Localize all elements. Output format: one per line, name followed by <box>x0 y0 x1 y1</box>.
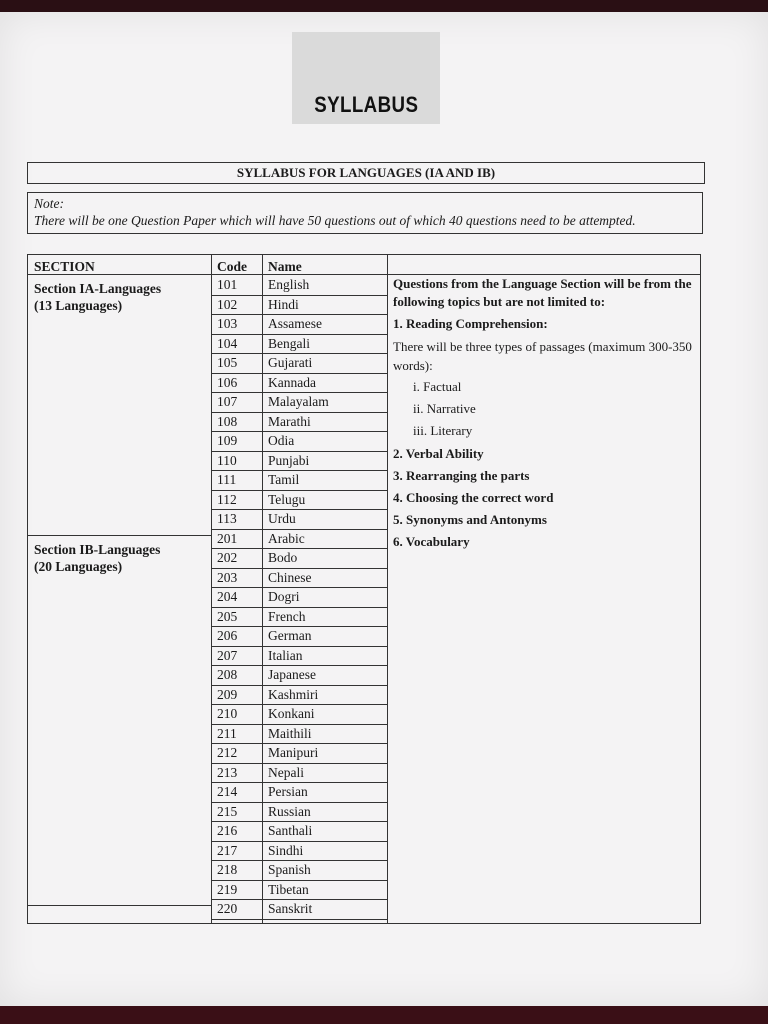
language-code: 207 <box>217 647 238 663</box>
language-code: 113 <box>217 511 237 526</box>
language-code: 108 <box>217 413 238 429</box>
section-ib-label <box>34 541 160 575</box>
syllabus-title <box>27 162 705 184</box>
language-code: 204 <box>217 589 238 604</box>
language-name: Spanish <box>268 862 311 877</box>
language-code: 212 <box>217 745 238 760</box>
section-ia-count: (13 Languages) <box>34 298 123 313</box>
table-row <box>211 686 387 706</box>
topic-reading-comprehension: 1. Reading Comprehension: <box>393 316 548 331</box>
table-row <box>211 354 387 374</box>
table-row <box>211 647 387 667</box>
language-name: Arabic <box>268 530 305 546</box>
language-code: 206 <box>217 628 238 643</box>
table-row <box>211 335 387 355</box>
language-name: Chinese <box>268 569 312 585</box>
language-code: 104 <box>217 335 238 351</box>
table-row <box>211 491 387 511</box>
table-row <box>211 432 387 452</box>
table-row <box>211 881 387 901</box>
table-row <box>211 413 387 433</box>
language-name: Tibetan <box>268 881 309 897</box>
language-name: French <box>268 608 306 624</box>
column-divider <box>387 255 388 923</box>
language-name: Urdu <box>268 511 296 526</box>
language-name: Kannada <box>268 374 316 390</box>
language-name: Tamil <box>268 472 300 487</box>
language-code: 110 <box>217 452 237 468</box>
language-name: Bengali <box>268 335 310 351</box>
language-code: 219 <box>217 881 238 897</box>
table-row <box>211 549 387 569</box>
table-row <box>211 452 387 472</box>
topics-panel <box>393 275 699 551</box>
language-code: 101 <box>217 277 238 292</box>
language-code: 210 <box>217 706 238 721</box>
passage-type: ii. Narrative <box>413 401 476 416</box>
language-code: 216 <box>217 823 238 838</box>
language-name: Nepali <box>268 764 304 780</box>
table-row <box>211 315 387 335</box>
section-ia-title: Section IA-Languages <box>34 281 162 296</box>
table-row <box>211 393 387 413</box>
table-row <box>211 744 387 764</box>
language-code: 201 <box>217 530 238 546</box>
language-code: 215 <box>217 803 238 819</box>
topic-synonyms: 5. Synonyms and Antonyms <box>393 512 547 527</box>
table-row <box>211 569 387 589</box>
language-code: 112 <box>217 491 237 507</box>
language-name: Marathi <box>268 413 311 429</box>
language-code: 213 <box>217 764 238 780</box>
language-code: 102 <box>217 296 238 312</box>
language-name: Manipuri <box>268 745 319 760</box>
header-section: SECTION <box>34 259 95 274</box>
table-row <box>211 510 387 530</box>
language-name: Maithili <box>268 725 312 741</box>
language-name: Malayalam <box>268 394 329 409</box>
language-name: English <box>268 277 310 292</box>
section-divider <box>28 535 211 536</box>
section-divider <box>28 905 211 906</box>
languages-table <box>27 254 701 924</box>
table-row <box>211 627 387 647</box>
language-name: Russian <box>268 803 311 819</box>
table-row <box>211 471 387 491</box>
table-row <box>211 725 387 745</box>
table-row <box>211 764 387 784</box>
topic-correct-word: 4. Choosing the correct word <box>393 490 554 505</box>
language-name: Gujarati <box>268 355 313 370</box>
passage-type: iii. Literary <box>413 423 473 438</box>
language-code: 202 <box>217 550 238 565</box>
language-name: Assamese <box>268 316 322 331</box>
language-code: 217 <box>217 842 238 858</box>
language-name: Dogri <box>268 589 300 604</box>
language-code: 203 <box>217 569 238 585</box>
language-name: Persian <box>268 784 308 799</box>
language-code: 214 <box>217 784 238 799</box>
table-row <box>211 822 387 842</box>
syllabus-title-text: SYLLABUS FOR LANGUAGES (IA AND IB) <box>236 165 496 180</box>
language-code: 208 <box>217 667 238 682</box>
language-code: 209 <box>217 686 238 702</box>
table-row <box>211 783 387 803</box>
language-name: German <box>268 628 312 643</box>
table-row <box>211 842 387 862</box>
photo-top-edge <box>0 0 768 12</box>
language-name: Santhali <box>268 823 313 838</box>
note-box <box>27 192 703 234</box>
section-ib-title: Section IB-Languages <box>34 542 161 557</box>
photo-bottom-edge <box>0 1006 768 1024</box>
topics-intro: Questions from the Language Section will be from the following topics but are not limited to: <box>393 276 692 309</box>
header-name: Name <box>268 259 302 274</box>
passage-type: i. Factual <box>413 379 462 394</box>
language-name: Punjabi <box>268 452 310 468</box>
language-code: 105 <box>217 355 238 370</box>
language-name: Bodo <box>268 550 298 565</box>
language-name: Japanese <box>268 667 316 682</box>
topic-verbal-ability: 2. Verbal Ability <box>393 446 484 461</box>
language-name: Sanskrit <box>268 901 313 916</box>
document-page <box>0 12 768 1006</box>
note-text: There will be one Question Paper which will have 50 questions out of which 40 questions need to be attempted. <box>34 213 636 228</box>
table-row <box>211 530 387 550</box>
language-name: Kashmiri <box>268 686 319 702</box>
table-row <box>211 588 387 608</box>
table-row <box>211 608 387 628</box>
table-row <box>211 374 387 394</box>
table-row <box>211 861 387 881</box>
language-code: 107 <box>217 394 238 409</box>
language-code: 103 <box>217 316 238 331</box>
language-code: 211 <box>217 725 237 741</box>
table-row <box>211 276 387 296</box>
language-name: Italian <box>268 647 303 663</box>
topic-rearranging: 3. Rearranging the parts <box>393 468 530 483</box>
language-name: Sindhi <box>268 842 304 858</box>
note-label: Note: <box>34 196 64 211</box>
header-code: Code <box>217 259 247 274</box>
language-code: 106 <box>217 374 238 390</box>
table-row <box>211 900 387 920</box>
table-row <box>211 803 387 823</box>
language-name: Konkani <box>268 706 315 721</box>
syllabus-heading-box <box>292 32 440 124</box>
table-row <box>211 705 387 725</box>
table-row <box>211 296 387 316</box>
table-row <box>211 666 387 686</box>
language-code: 220 <box>217 901 238 916</box>
language-name: Hindi <box>268 296 299 312</box>
section-ia-label <box>34 280 161 314</box>
language-name: Odia <box>268 433 295 448</box>
language-code: 111 <box>217 472 237 487</box>
language-code: 218 <box>217 862 238 877</box>
topic-reading-desc: There will be three types of passages (maximum 300-350 words): <box>393 339 692 373</box>
language-code: 109 <box>217 433 238 448</box>
language-name: Telugu <box>268 491 306 507</box>
section-ib-count: (20 Languages) <box>34 559 123 574</box>
page-heading: SYLLABUS <box>313 92 419 117</box>
topic-vocabulary: 6. Vocabulary <box>393 534 470 549</box>
language-code: 205 <box>217 608 238 624</box>
